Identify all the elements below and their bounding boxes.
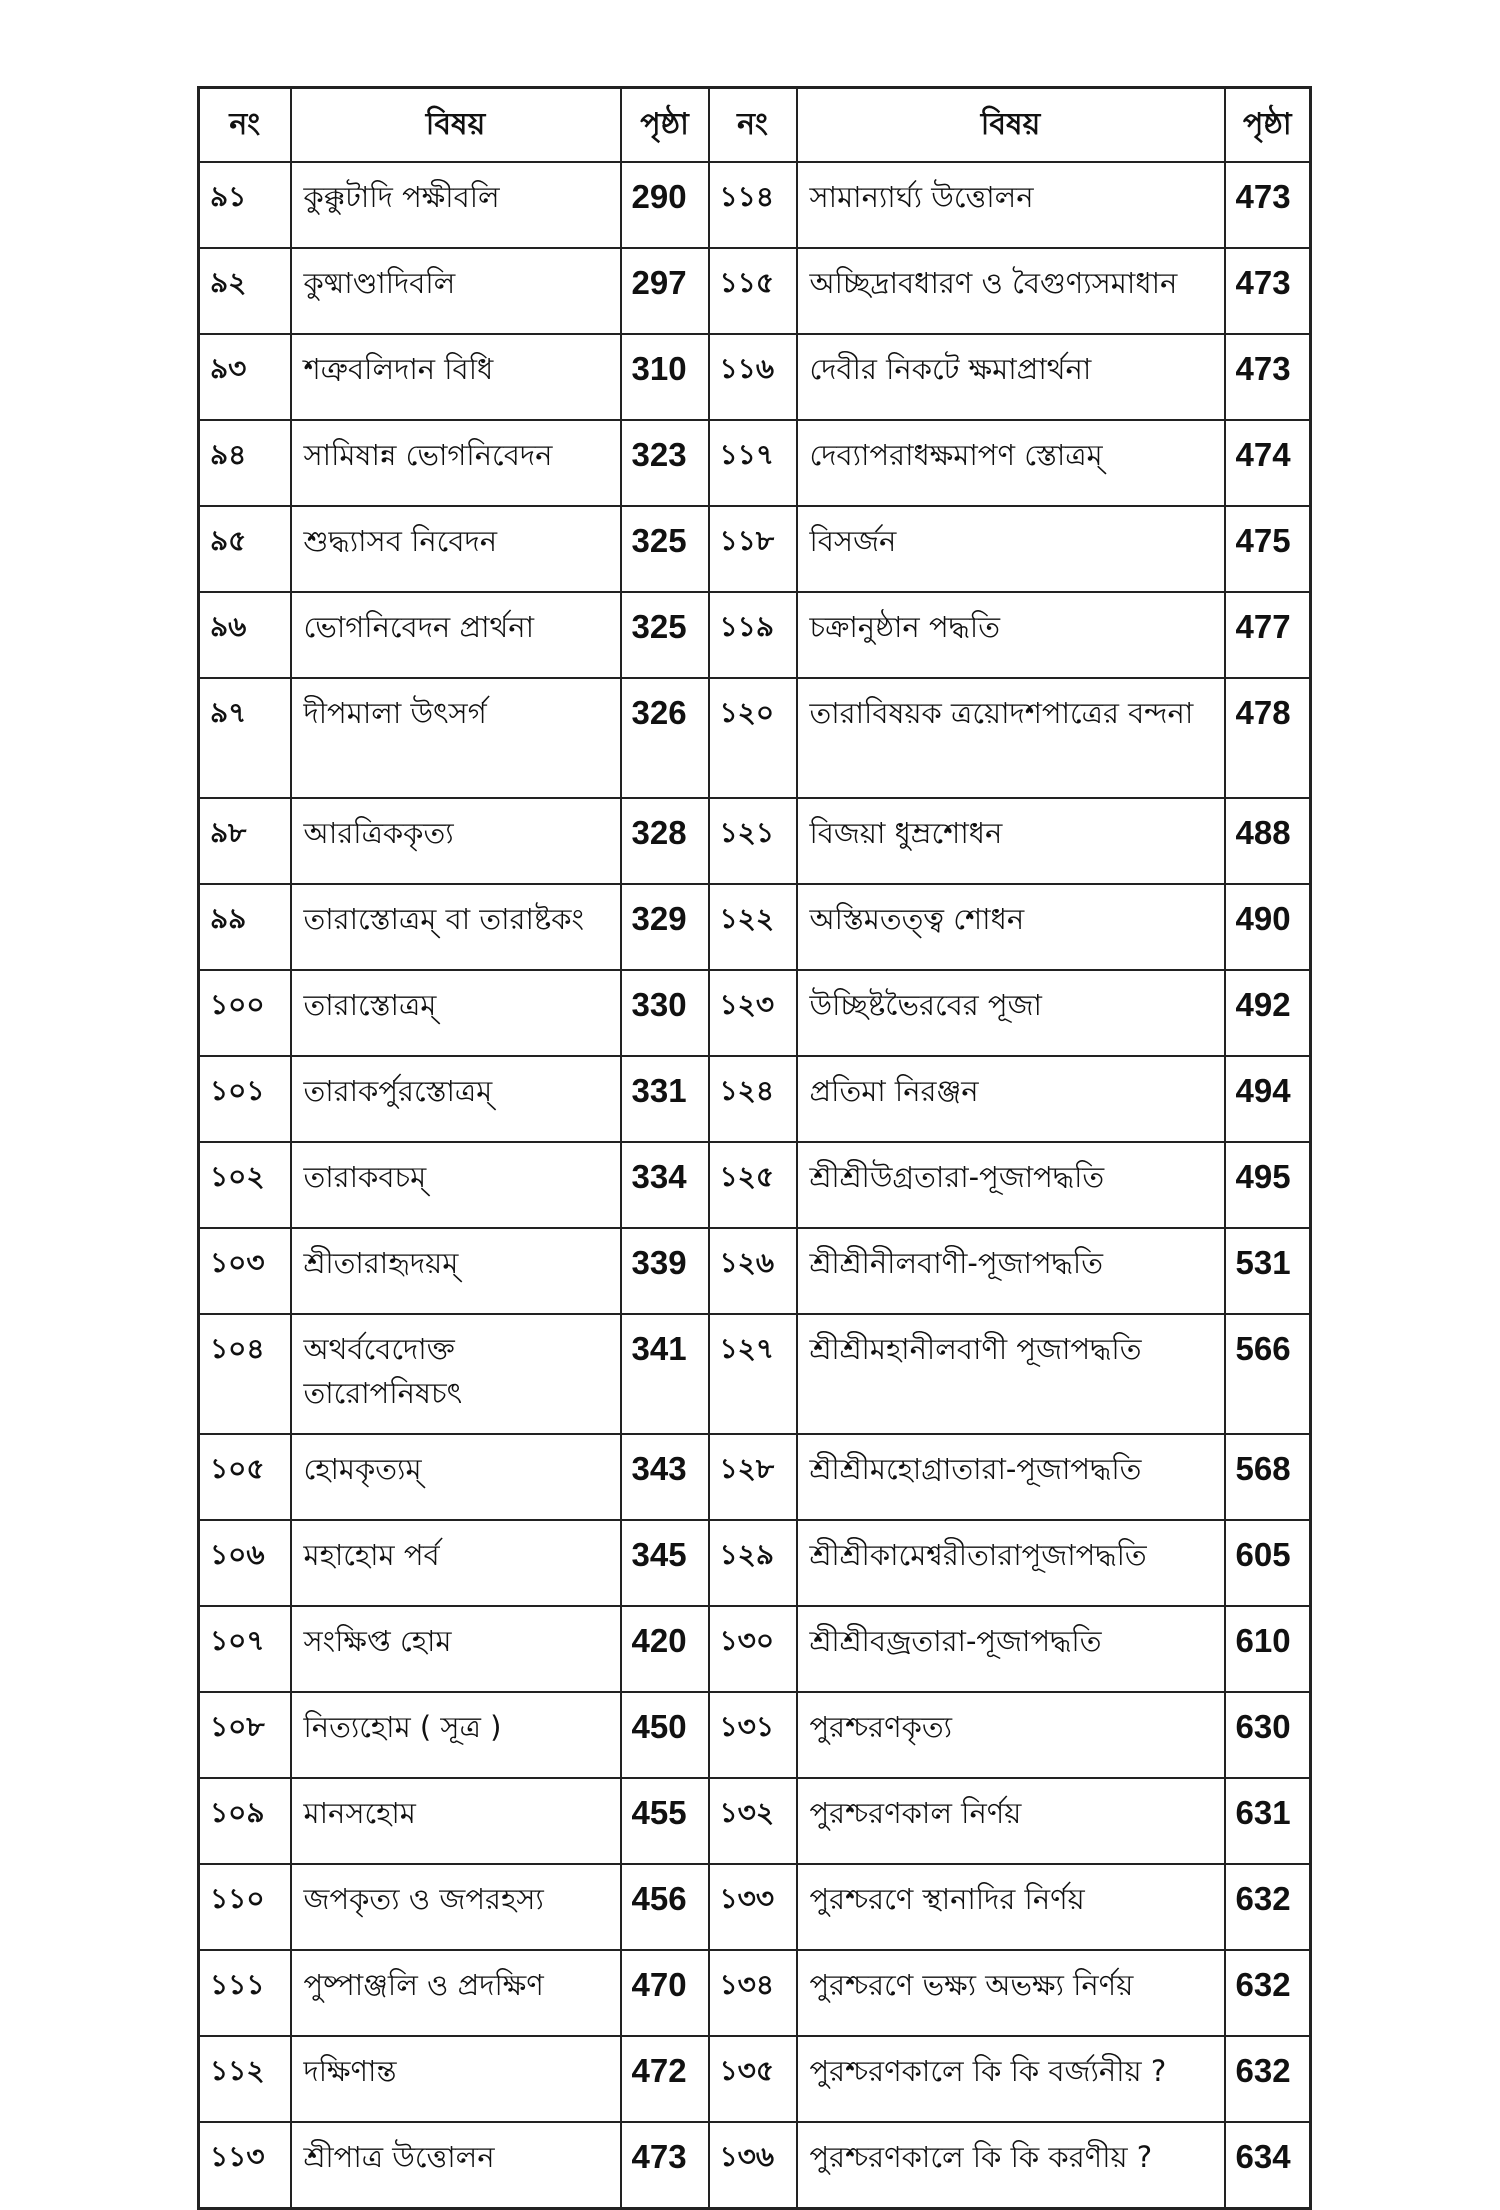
- entry-number: ১৩২: [709, 1778, 797, 1864]
- entry-page: 345: [621, 1520, 709, 1606]
- table-row: [199, 1864, 1311, 1950]
- table-row: [199, 1606, 1311, 1692]
- table-row: [199, 798, 1311, 884]
- table-row: [199, 2036, 1311, 2122]
- entry-number: ১১০: [199, 1864, 291, 1950]
- entry-title: পুরশ্চরণকালে কি কি বর্জ্যনীয় ?: [797, 2036, 1225, 2122]
- table-row: [199, 1434, 1311, 1520]
- entry-title: পুরশ্চরণে ভক্ষ্য অভক্ষ্য নির্ণয়: [797, 1950, 1225, 2036]
- entry-page: 450: [621, 1692, 709, 1778]
- entry-page: 531: [1225, 1228, 1311, 1314]
- table-row: [199, 334, 1311, 420]
- entry-title: মহাহোম পর্ব: [291, 1520, 621, 1606]
- entry-title: ভোগনিবেদন প্রার্থনা: [291, 592, 621, 678]
- entry-number: ১০৯: [199, 1778, 291, 1864]
- entry-page: 490: [1225, 884, 1311, 970]
- entry-number: ১০৬: [199, 1520, 291, 1606]
- entry-number: ১৩১: [709, 1692, 797, 1778]
- entry-page: 326: [621, 678, 709, 798]
- table-row: [199, 1056, 1311, 1142]
- entry-title: শ্রীতারাহৃদয়ম্: [291, 1228, 621, 1314]
- entry-page: 420: [621, 1606, 709, 1692]
- table-row: [199, 1520, 1311, 1606]
- entry-number: ৯১: [199, 162, 291, 248]
- entry-number: ১২০: [709, 678, 797, 798]
- table-row: [199, 1692, 1311, 1778]
- entry-number: ১১৫: [709, 248, 797, 334]
- entry-title: নিত্যহোম ( সূত্র ): [291, 1692, 621, 1778]
- header-subject: বিষয়: [797, 88, 1225, 163]
- header-number: নং: [709, 88, 797, 163]
- entry-number: ১১৭: [709, 420, 797, 506]
- entry-page: 631: [1225, 1778, 1311, 1864]
- header-subject: বিষয়: [291, 88, 621, 163]
- entry-page: 473: [621, 2122, 709, 2209]
- entry-title: দীপমালা উৎসর্গ: [291, 678, 621, 798]
- entry-number: ১২৯: [709, 1520, 797, 1606]
- entry-title: অচ্ছিদ্রাবধারণ ও বৈগুণ্যসমাধান: [797, 248, 1225, 334]
- entry-number: ৯৮: [199, 798, 291, 884]
- entry-number: ১২৮: [709, 1434, 797, 1520]
- entry-page: 478: [1225, 678, 1311, 798]
- entry-page: 325: [621, 506, 709, 592]
- entry-number: ৯৬: [199, 592, 291, 678]
- entry-page: 495: [1225, 1142, 1311, 1228]
- table-row: [199, 592, 1311, 678]
- entry-title: শ্রীপাত্র উত্তোলন: [291, 2122, 621, 2209]
- entry-page: 331: [621, 1056, 709, 1142]
- entry-page: 610: [1225, 1606, 1311, 1692]
- entry-number: ১৩০: [709, 1606, 797, 1692]
- entry-number: ১০৩: [199, 1228, 291, 1314]
- entry-number: ১২৩: [709, 970, 797, 1056]
- table-row: [199, 248, 1311, 334]
- entry-title: সামিষান্ন ভোগনিবেদন: [291, 420, 621, 506]
- entry-number: ৯৩: [199, 334, 291, 420]
- entry-page: 455: [621, 1778, 709, 1864]
- entry-number: ৯২: [199, 248, 291, 334]
- table-row: [199, 506, 1311, 592]
- entry-title: অথর্ববেদোক্ত তারোপনিষচৎ: [291, 1314, 621, 1434]
- entry-page: 632: [1225, 2036, 1311, 2122]
- entry-number: ১১৯: [709, 592, 797, 678]
- entry-page: 568: [1225, 1434, 1311, 1520]
- table-row: [199, 1228, 1311, 1314]
- entry-number: ১১৮: [709, 506, 797, 592]
- entry-page: 605: [1225, 1520, 1311, 1606]
- entry-page: 494: [1225, 1056, 1311, 1142]
- entry-title: শ্রীশ্রীমহোগ্রাতারা-পূজাপদ্ধতি: [797, 1434, 1225, 1520]
- entry-title: হোমকৃত্যম্: [291, 1434, 621, 1520]
- table-row: [199, 1314, 1311, 1434]
- entry-number: ১৩৫: [709, 2036, 797, 2122]
- header-row: [199, 88, 1311, 163]
- entry-title: কুক্কুটাদি পক্ষীবলি: [291, 162, 621, 248]
- entry-title: শ্রীশ্রীমহানীলবাণী পূজাপদ্ধতি: [797, 1314, 1225, 1434]
- entry-page: 329: [621, 884, 709, 970]
- entry-title: দক্ষিণান্ত: [291, 2036, 621, 2122]
- entry-page: 310: [621, 334, 709, 420]
- entry-number: ১৩৪: [709, 1950, 797, 2036]
- entry-page: 297: [621, 248, 709, 334]
- entry-title: শ্রীশ্রীকামেশ্বরীতারাপূজাপদ্ধতি: [797, 1520, 1225, 1606]
- entry-page: 632: [1225, 1864, 1311, 1950]
- entry-number: ১০৫: [199, 1434, 291, 1520]
- entry-page: 472: [621, 2036, 709, 2122]
- entry-title: মানসহোম: [291, 1778, 621, 1864]
- entry-title: পুষ্পাঞ্জলি ও প্রদক্ষিণ: [291, 1950, 621, 2036]
- entry-number: ১২৬: [709, 1228, 797, 1314]
- entry-page: 473: [1225, 334, 1311, 420]
- entry-page: 456: [621, 1864, 709, 1950]
- entry-page: 634: [1225, 2122, 1311, 2209]
- entry-page: 632: [1225, 1950, 1311, 2036]
- header-number: নং: [199, 88, 291, 163]
- entry-title: শত্রুবলিদান বিধি: [291, 334, 621, 420]
- entry-page: 473: [1225, 162, 1311, 248]
- entry-title: তারাকবচম্: [291, 1142, 621, 1228]
- entry-number: ১০৭: [199, 1606, 291, 1692]
- entry-page: 341: [621, 1314, 709, 1434]
- entry-title: শ্রীশ্রীউগ্রতারা-পূজাপদ্ধতি: [797, 1142, 1225, 1228]
- entry-page: 330: [621, 970, 709, 1056]
- entry-title: দেবীর নিকটে ক্ষমাপ্রার্থনা: [797, 334, 1225, 420]
- entry-title: প্রতিমা নিরঞ্জন: [797, 1056, 1225, 1142]
- contents-table: [197, 86, 1312, 2210]
- entry-page: 473: [1225, 248, 1311, 334]
- entry-title: পুরশ্চরণকালে কি কি করণীয় ?: [797, 2122, 1225, 2209]
- entry-page: 630: [1225, 1692, 1311, 1778]
- entry-page: 325: [621, 592, 709, 678]
- entry-page: 328: [621, 798, 709, 884]
- contents-body: [199, 162, 1311, 2209]
- entry-number: ৯৭: [199, 678, 291, 798]
- entry-title: তারাস্তোত্রম্ বা তারাষ্টকং: [291, 884, 621, 970]
- entry-title: তারাকর্পুরস্তোত্রম্: [291, 1056, 621, 1142]
- entry-number: ১০৪: [199, 1314, 291, 1434]
- entry-number: ১১৩: [199, 2122, 291, 2209]
- entry-title: সামান্যার্ঘ্য উত্তোলন: [797, 162, 1225, 248]
- entry-number: ১১২: [199, 2036, 291, 2122]
- entry-title: পুরশ্চরণকাল নির্ণয়: [797, 1778, 1225, 1864]
- entry-page: 566: [1225, 1314, 1311, 1434]
- entry-title: দেব্যাপরাধক্ষমাপণ স্তোত্রম্: [797, 420, 1225, 506]
- entry-title: শ্রীশ্রীনীলবাণী-পূজাপদ্ধতি: [797, 1228, 1225, 1314]
- entry-number: ৯৪: [199, 420, 291, 506]
- entry-number: ১৩৩: [709, 1864, 797, 1950]
- entry-title: তারাস্তোত্রম্: [291, 970, 621, 1056]
- entry-title: তারাবিষয়ক ত্রয়োদশপাত্রের বন্দনা: [797, 678, 1225, 798]
- entry-title: শুদ্ধ্যাসব নিবেদন: [291, 506, 621, 592]
- table-row: [199, 1778, 1311, 1864]
- entry-page: 475: [1225, 506, 1311, 592]
- header-page: পৃষ্ঠা: [621, 88, 709, 163]
- entry-number: ১১৬: [709, 334, 797, 420]
- entry-title: পুরশ্চরণকৃত্য: [797, 1692, 1225, 1778]
- entry-number: ১২২: [709, 884, 797, 970]
- entry-title: সংক্ষিপ্ত হোম: [291, 1606, 621, 1692]
- entry-title: বিসর্জন: [797, 506, 1225, 592]
- entry-page: 488: [1225, 798, 1311, 884]
- entry-title: উচ্ছিষ্টভৈরবের পূজা: [797, 970, 1225, 1056]
- entry-title: চক্রানুষ্ঠান পদ্ধতি: [797, 592, 1225, 678]
- entry-number: ১২১: [709, 798, 797, 884]
- entry-page: 339: [621, 1228, 709, 1314]
- entry-page: 492: [1225, 970, 1311, 1056]
- entry-number: ১৩৬: [709, 2122, 797, 2209]
- entry-page: 290: [621, 162, 709, 248]
- entry-title: আরত্রিককৃত্য: [291, 798, 621, 884]
- entry-number: ১০১: [199, 1056, 291, 1142]
- entry-number: ৯৯: [199, 884, 291, 970]
- entry-number: ১১১: [199, 1950, 291, 2036]
- entry-page: 323: [621, 420, 709, 506]
- table-row: [199, 2122, 1311, 2209]
- entry-number: ১২৫: [709, 1142, 797, 1228]
- table-row: [199, 1142, 1311, 1228]
- entry-page: 343: [621, 1434, 709, 1520]
- entry-page: 334: [621, 1142, 709, 1228]
- entry-page: 477: [1225, 592, 1311, 678]
- entry-title: কুষ্মাণ্ডাদিবলি: [291, 248, 621, 334]
- table-row: [199, 162, 1311, 248]
- entry-page: 474: [1225, 420, 1311, 506]
- entry-title: শ্রীশ্রীবজ্রতারা-পূজাপদ্ধতি: [797, 1606, 1225, 1692]
- table-row: [199, 678, 1311, 798]
- entry-number: ১২৭: [709, 1314, 797, 1434]
- header-page: পৃষ্ঠা: [1225, 88, 1311, 163]
- entry-number: ১১৪: [709, 162, 797, 248]
- entry-number: ১০৮: [199, 1692, 291, 1778]
- table-row: [199, 420, 1311, 506]
- table-row: [199, 884, 1311, 970]
- table-row: [199, 1950, 1311, 2036]
- entry-title: বিজয়া ধুম্রশোধন: [797, 798, 1225, 884]
- entry-number: ১০২: [199, 1142, 291, 1228]
- entry-title: পুরশ্চরণে স্থানাদির নির্ণয়: [797, 1864, 1225, 1950]
- entry-title: অস্তিমতত্ত্ব শোধন: [797, 884, 1225, 970]
- entry-number: ১২৪: [709, 1056, 797, 1142]
- entry-title: জপকৃত্য ও জপরহস্য: [291, 1864, 621, 1950]
- entry-page: 470: [621, 1950, 709, 2036]
- entry-number: ১০০: [199, 970, 291, 1056]
- entry-number: ৯৫: [199, 506, 291, 592]
- table-row: [199, 970, 1311, 1056]
